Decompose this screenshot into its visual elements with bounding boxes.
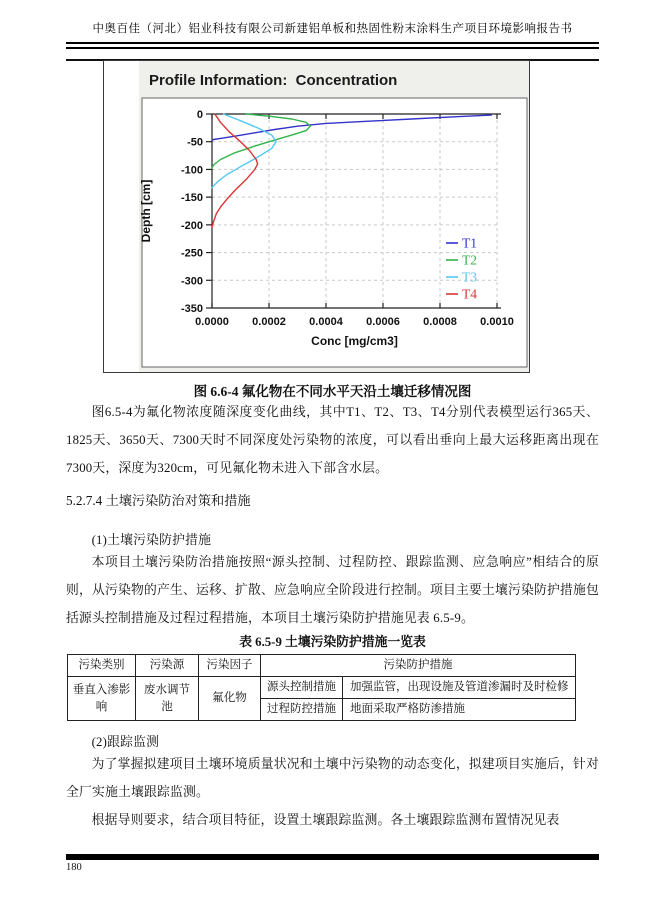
header-cell-category: 污染类别 [68,655,136,677]
cell-factor: 氟化物 [199,677,261,721]
svg-text:0.0002: 0.0002 [252,316,286,328]
header-cell-factor: 污染因子 [199,655,261,677]
paragraph-monitoring-layout: 根据导则要求，结合项目特征，设置土壤跟踪监测。各土壤跟踪监测布置情况见表 [91,813,560,827]
svg-text:-250: -250 [180,247,203,260]
header-cell-measures: 污染防护措施 [261,655,576,677]
profile-chart-svg [104,61,529,372]
chart-title: Profile Information: Concentration [149,72,398,89]
header-double-rule [66,42,599,49]
figure-caption: 图 6.6-4 氟化物在不同水平天沿土壤迁移情况图 [193,384,472,399]
svg-text:-200: -200 [180,219,203,232]
concentration-profile-figure [103,60,530,373]
svg-text:T3: T3 [462,269,477,285]
subsection-heading-1: (1)土壤污染防护措施 [91,533,212,547]
svg-text:0.0006: 0.0006 [366,316,400,328]
svg-text:T1: T1 [462,235,477,251]
protection-measures-table [67,654,576,721]
svg-text:0: 0 [196,109,203,121]
svg-text:Conc [mg/cm3]: Conc [mg/cm3] [311,334,398,348]
cell-measure-type-2: 过程防控措施 [261,699,343,721]
svg-text:-350: -350 [180,303,203,315]
svg-text:T4: T4 [462,286,477,302]
svg-text:T2: T2 [462,252,477,268]
cell-measure-desc-2: 地面采取严格防渗措施 [343,699,576,721]
paragraph-monitoring: 为了掌握拟建项目土壤环境质量状况和土壤中污染物的动态变化，拟建项目实施后，针对全厂实施土壤跟踪监测。 [66,757,599,799]
svg-text:0.0010: 0.0010 [480,316,514,328]
footer-rule [66,854,599,860]
svg-text:-300: -300 [180,275,203,288]
table-header-row [68,655,576,677]
cell-measure-desc-1: 加强监管，出现设施及管道渗漏时及时检修 [343,677,576,699]
svg-text:-150: -150 [180,192,203,205]
svg-text:-50: -50 [187,136,203,149]
svg-text:0.0008: 0.0008 [423,316,457,328]
paragraph-protection-measures: 本项目土壤污染防治措施按照“源头控制、过程防控、跟踪监测、应急响应”相结合的原则，从污染物的产生、运移、扩散、应急响应全阶段进行控制。项目主要土壤污染防护措施包括源头控制措施及过程过程措施，本项目土壤污染防护措施见表 6.5-9。 [66,555,599,625]
table-caption: 表 6.5-9 土壤污染防护措施一览表 [239,635,426,649]
section-heading: 5.2.7.4 土壤污染防治对策和措施 [66,493,251,508]
svg-text:Depth [cm]: Depth [cm] [139,179,153,243]
subsection-heading-2: (2)跟踪监测 [91,735,160,749]
cell-source: 废水调节池 [136,677,199,721]
svg-text:0.0004: 0.0004 [309,316,343,328]
header-cell-source: 污染源 [136,655,199,677]
cell-measure-type-1: 源头控制措施 [261,677,343,699]
svg-text:-100: -100 [180,164,203,177]
svg-text:0.0000: 0.0000 [195,316,229,328]
paragraph-figure-description: 图6.5-4为氟化物浓度随深度变化曲线，其中T1、T2、T3、T4分别代表模型运行365天、1825天、3650天、7300天时不同深度处污染物的浓度，可以看出垂向上最大运移距离出现在7300天，深度为320cm，可见氟化物未进入下部含水层。 [66,405,599,475]
page-header-title: 中奥百佳（河北）铝业科技有限公司新建铝单板和热固性粉末涂料生产项目环境影响报告书 [92,23,573,35]
cell-category: 垂直入渗影响 [68,677,136,721]
page-number: 180 [66,862,82,873]
table-row [68,677,576,699]
